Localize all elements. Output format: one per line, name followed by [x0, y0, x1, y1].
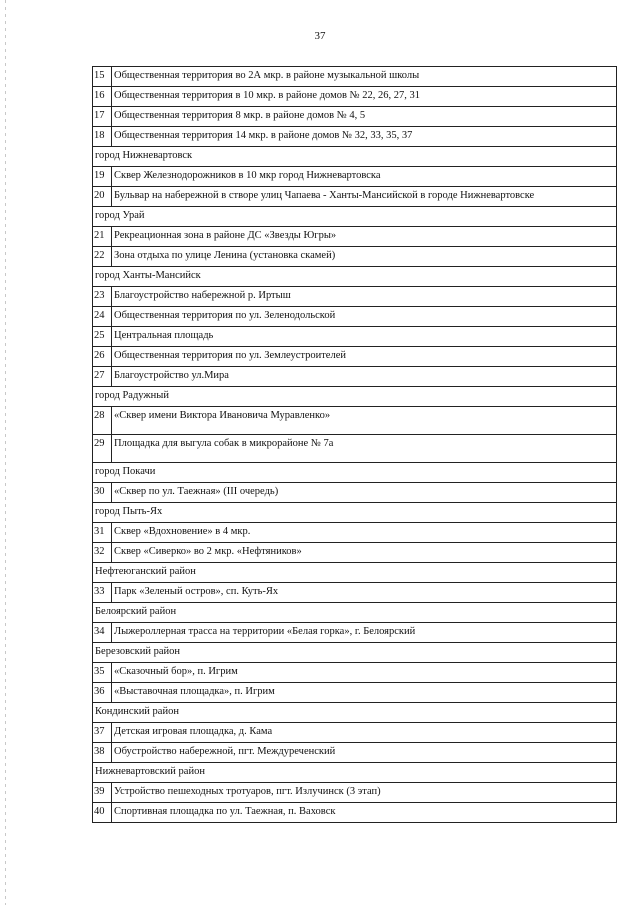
- group-header-label: город Покачи: [93, 463, 617, 483]
- row-number: 15: [93, 67, 112, 87]
- row-number: 36: [93, 683, 112, 703]
- group-header-row: [93, 147, 617, 167]
- scan-edge-line: [5, 0, 6, 905]
- page-number: 37: [314, 30, 326, 42]
- row-number: 34: [93, 623, 112, 643]
- row-territory-name: Площадка для выгула собак в микрорайоне № 7а: [112, 435, 617, 463]
- group-header-row: [93, 267, 617, 287]
- group-header-row: [93, 703, 617, 723]
- row-territory-name: Рекреационная зона в районе ДС «Звезды Югры»: [112, 227, 617, 247]
- group-header-row: [93, 603, 617, 623]
- group-header-row: [93, 463, 617, 483]
- row-territory-name: Сквер «Вдохновение» в 4 мкр.: [112, 523, 617, 543]
- group-header-label: Нижневартовский район: [93, 763, 617, 783]
- row-number: 37: [93, 723, 112, 743]
- row-territory-name: Центральная площадь: [112, 327, 617, 347]
- table-row: [93, 67, 617, 87]
- table-row: [93, 107, 617, 127]
- row-number: 18: [93, 127, 112, 147]
- row-territory-name: Обустройство набережной, пгт. Междуреченский: [112, 743, 617, 763]
- row-territory-name: Общественная территория во 2А мкр. в районе музыкальной школы: [112, 67, 617, 87]
- row-number: 39: [93, 783, 112, 803]
- group-header-row: [93, 207, 617, 227]
- row-territory-name: «Сказочный бор», п. Игрим: [112, 663, 617, 683]
- row-territory-name: Лыжероллерная трасса на территории «Белая горка», г. Белоярский: [112, 623, 617, 643]
- row-territory-name: Парк «Зеленый остров», сп. Куть-Ях: [112, 583, 617, 603]
- row-territory-name: Общественная территория 8 мкр. в районе домов № 4, 5: [112, 107, 617, 127]
- row-number: 28: [93, 407, 112, 435]
- table-row: [93, 723, 617, 743]
- group-header-label: город Нижневартовск: [93, 147, 617, 167]
- table-row: [93, 227, 617, 247]
- group-header-row: [93, 563, 617, 583]
- table-row: [93, 543, 617, 563]
- row-territory-name: «Выставочная площадка», п. Игрим: [112, 683, 617, 703]
- row-territory-name: Благоустройство набережной р. Иртыш: [112, 287, 617, 307]
- table-row: [93, 783, 617, 803]
- row-number: 25: [93, 327, 112, 347]
- table-row: [93, 435, 617, 463]
- table-row: [93, 167, 617, 187]
- row-number: 33: [93, 583, 112, 603]
- table-row: [93, 287, 617, 307]
- row-number: 17: [93, 107, 112, 127]
- row-number: 38: [93, 743, 112, 763]
- row-territory-name: «Сквер имени Виктора Ивановича Муравленко»: [112, 407, 617, 435]
- table-row: [93, 187, 617, 207]
- table-row: [93, 803, 617, 823]
- table-row: [93, 367, 617, 387]
- row-number: 27: [93, 367, 112, 387]
- group-header-label: город Радужный: [93, 387, 617, 407]
- row-number: 30: [93, 483, 112, 503]
- table-row: [93, 743, 617, 763]
- row-territory-name: Детская игровая площадка, д. Кама: [112, 723, 617, 743]
- table-row: [93, 583, 617, 603]
- row-territory-name: Общественная территория по ул. Землеустроителей: [112, 347, 617, 367]
- group-header-label: Березовский район: [93, 643, 617, 663]
- group-header-row: [93, 643, 617, 663]
- table-row: [93, 683, 617, 703]
- row-territory-name: Устройство пешеходных тротуаров, пгт. Излучинск (3 этап): [112, 783, 617, 803]
- row-number: 35: [93, 663, 112, 683]
- table-row: [93, 127, 617, 147]
- table-row: [93, 327, 617, 347]
- row-territory-name: Общественная территория в 10 мкр. в районе домов № 22, 26, 27, 31: [112, 87, 617, 107]
- table-row: [93, 307, 617, 327]
- row-number: 29: [93, 435, 112, 463]
- group-header-label: Белоярский район: [93, 603, 617, 623]
- row-territory-name: Благоустройство ул.Мира: [112, 367, 617, 387]
- territory-list-table: [92, 66, 617, 823]
- table-row: [93, 347, 617, 367]
- table-row: [93, 663, 617, 683]
- table-row: [93, 483, 617, 503]
- row-territory-name: Общественная территория по ул. Зеленодольской: [112, 307, 617, 327]
- row-number: 21: [93, 227, 112, 247]
- row-territory-name: Зона отдыха по улице Ленина (установка скамей): [112, 247, 617, 267]
- row-territory-name: «Сквер по ул. Таежная» (III очередь): [112, 483, 617, 503]
- row-territory-name: Сквер Железнодорожников в 10 мкр город Нижневартовска: [112, 167, 617, 187]
- row-number: 26: [93, 347, 112, 367]
- table-row: [93, 623, 617, 643]
- row-territory-name: Спортивная площадка по ул. Таежная, п. Ваховск: [112, 803, 617, 823]
- table-body: [93, 67, 617, 823]
- table-row: [93, 407, 617, 435]
- row-number: 40: [93, 803, 112, 823]
- group-header-label: город Ханты-Мансийск: [93, 267, 617, 287]
- row-territory-name: Сквер «Сиверко» во 2 мкр. «Нефтяников»: [112, 543, 617, 563]
- row-number: 32: [93, 543, 112, 563]
- row-number: 19: [93, 167, 112, 187]
- row-number: 23: [93, 287, 112, 307]
- table-row: [93, 523, 617, 543]
- group-header-label: город Урай: [93, 207, 617, 227]
- row-number: 24: [93, 307, 112, 327]
- row-number: 16: [93, 87, 112, 107]
- group-header-label: город Пыть-Ях: [93, 503, 617, 523]
- group-header-label: Кондинский район: [93, 703, 617, 723]
- table-row: [93, 87, 617, 107]
- row-number: 31: [93, 523, 112, 543]
- group-header-label: Нефтеюганский район: [93, 563, 617, 583]
- group-header-row: [93, 387, 617, 407]
- group-header-row: [93, 503, 617, 523]
- row-number: 22: [93, 247, 112, 267]
- table-row: [93, 247, 617, 267]
- row-territory-name: Общественная территория 14 мкр. в районе домов № 32, 33, 35, 37: [112, 127, 617, 147]
- row-territory-name: Бульвар на набережной в створе улиц Чапаева - Ханты-Мансийской в городе Нижневартовске: [112, 187, 617, 207]
- row-number: 20: [93, 187, 112, 207]
- group-header-row: [93, 763, 617, 783]
